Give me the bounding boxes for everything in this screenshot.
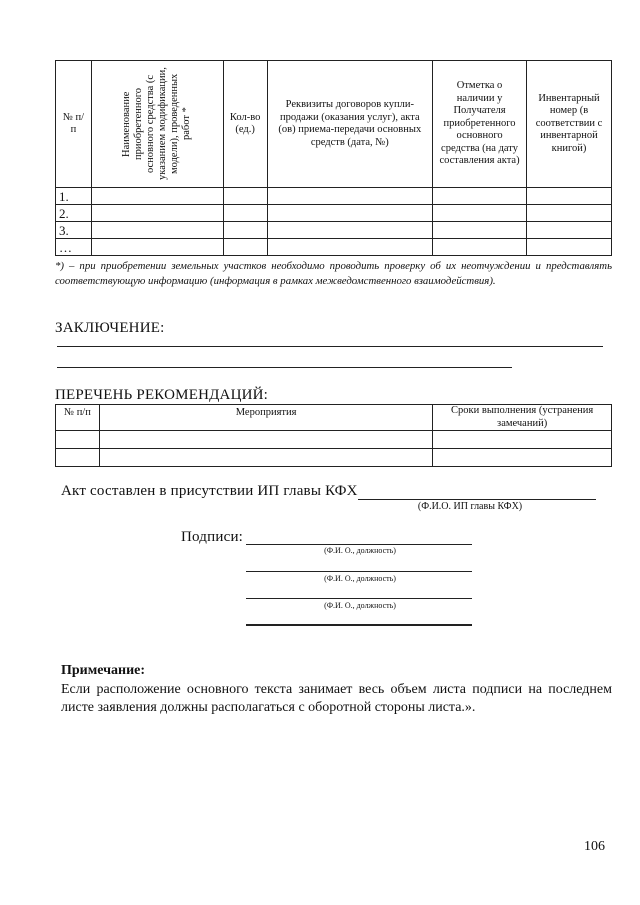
table-row xyxy=(56,188,612,205)
rec-header-measures: Мероприятия xyxy=(99,405,432,431)
act-signature-line xyxy=(358,499,596,500)
note-text: Если расположение основного текста занимает весь объем листа подписи на последнем листе заявления должны располагаться с оборотной стороны листа.». xyxy=(61,682,612,715)
row-number: 3. xyxy=(56,222,92,239)
footnote: *) – при приобретении земельных участков необходимо проводить проверку об их неотчуждении и представлять соответствующую информацию (информация в рамках межведомственного взаимодействия). xyxy=(55,260,612,287)
header-name-cell xyxy=(91,61,223,188)
signatures-label: Подписи: xyxy=(181,529,244,545)
row-number: 1. xyxy=(56,188,92,205)
conclusion-line-1 xyxy=(57,346,603,347)
assets-table xyxy=(55,60,612,256)
note-title: Примечание: xyxy=(61,663,146,678)
recommendations-title: ПЕРЕЧЕНЬ РЕКОМЕНДАЦИЙ: xyxy=(55,387,269,403)
header-num: № п/п xyxy=(56,61,92,188)
signature-line-2 xyxy=(246,571,472,572)
table-row xyxy=(56,205,612,222)
row-number: … xyxy=(56,239,92,256)
header-mark: Отметка о наличии у Получателя приобретенного основного средства (на дату составления акта) xyxy=(433,61,527,188)
rec-header-num: № п/п xyxy=(56,405,100,431)
recommendations-header-row xyxy=(56,405,612,431)
table-row xyxy=(56,431,612,449)
recommendations-table xyxy=(55,404,612,467)
signature-caption-3: (Ф.И. О., должность) xyxy=(324,601,396,610)
act-text: Акт составлен в присутствии ИП главы КФХ xyxy=(61,483,358,499)
conclusion-title: ЗАКЛЮЧЕНИЕ: xyxy=(55,320,165,336)
signature-caption-1: (Ф.И. О., должность) xyxy=(324,546,396,555)
table-row xyxy=(56,449,612,467)
signature-line-4 xyxy=(246,624,472,626)
act-caption: (Ф.И.О. ИП главы КФХ) xyxy=(417,501,523,512)
header-inventory: Инвентарный номер (в соответствии с инвентарной книгой) xyxy=(527,61,612,188)
signature-line-1 xyxy=(246,544,472,545)
row-number: 2. xyxy=(56,205,92,222)
table-row xyxy=(56,222,612,239)
page-number: 106 xyxy=(584,839,605,854)
header-qty: Кол-во (ед.) xyxy=(223,61,267,188)
header-name: Наименование приобретенного основного средства (с указанием модификации, модели), проведенных работ * xyxy=(121,67,193,181)
signature-line-3 xyxy=(246,598,472,599)
assets-table-header-row xyxy=(56,61,612,188)
conclusion-line-2 xyxy=(57,367,512,368)
table-row xyxy=(56,239,612,256)
header-contracts: Реквизиты договоров купли-продажи (оказания услуг), акта (ов) приема-передачи основных средств (дата, №) xyxy=(267,61,433,188)
signature-caption-2: (Ф.И. О., должность) xyxy=(324,574,396,583)
rec-header-deadlines: Сроки выполнения (устранения замечаний) xyxy=(433,405,612,431)
